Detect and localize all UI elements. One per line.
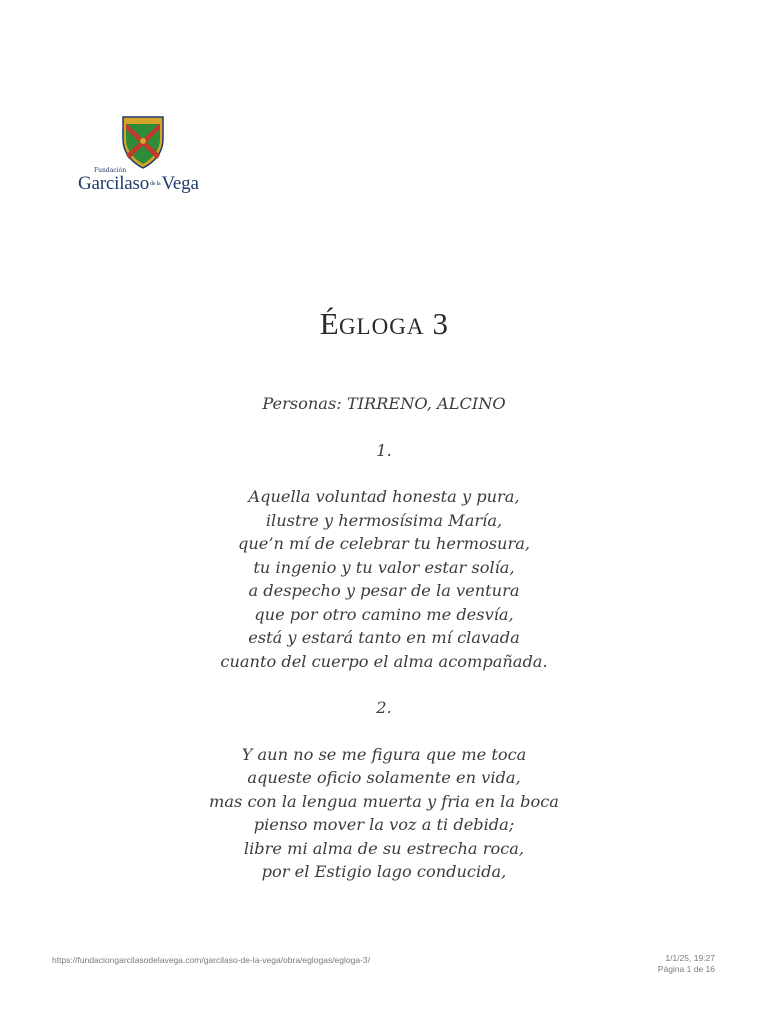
verse-line: aqueste oficio solamente en vida,	[247, 768, 521, 787]
footer-url[interactable]: https://fundaciongarcilasodelavega.com/garcilaso-de-la-vega/obra/eglogas/egloga-3/	[52, 955, 371, 965]
title-rest: GLOGA	[338, 314, 425, 339]
verse-line: a despecho y pesar de la ventura	[248, 581, 520, 600]
verse-line: libre mi alma de su estrecha roca,	[243, 838, 525, 858]
page-title	[0, 306, 768, 342]
verse-line: que por otro camino me desvía,	[254, 604, 514, 624]
title-number: 3	[432, 306, 449, 341]
title-initial: É	[319, 306, 339, 341]
shield-crest-icon	[121, 115, 165, 169]
stanza-number: 2.	[376, 698, 392, 717]
verse-line: por el Estigio lago conducida,	[261, 862, 507, 881]
verse-line: cuanto del cuerpo el alma acompañada.	[220, 651, 548, 671]
foundation-logo	[78, 115, 208, 195]
poem-body	[0, 392, 768, 884]
verse-line: que’n mí de celebrar tu hermosura,	[237, 534, 531, 553]
verse-line: pienso mover la voz a ti debida;	[253, 815, 515, 834]
personas-line: Personas: TIRRENO, ALCINO	[262, 394, 506, 413]
footer-page-number: Página 1 de 16	[657, 964, 715, 974]
logo-wordmark: Garcilaso$^{de la}$Vega	[78, 173, 199, 194]
verse-line: Aquella voluntad honesta y pura,	[248, 487, 520, 506]
verse-line: tu ingenio y tu valor estar solía,	[253, 557, 515, 577]
logo-small-text: Fundación	[94, 167, 127, 174]
footer-datetime: 1/1/25, 19:27	[665, 953, 715, 963]
stanza-number: 1.	[376, 440, 392, 460]
verse-line: está y estará tanto en mí clavada	[248, 628, 520, 647]
verse-line: Y aun no se me figura que me toca	[241, 744, 527, 764]
footer-meta	[658, 953, 715, 975]
verse-line: ilustre y hermosísima María,	[265, 510, 503, 530]
verse-line: mas con la lengua muerta y fria en la boca	[209, 791, 559, 811]
